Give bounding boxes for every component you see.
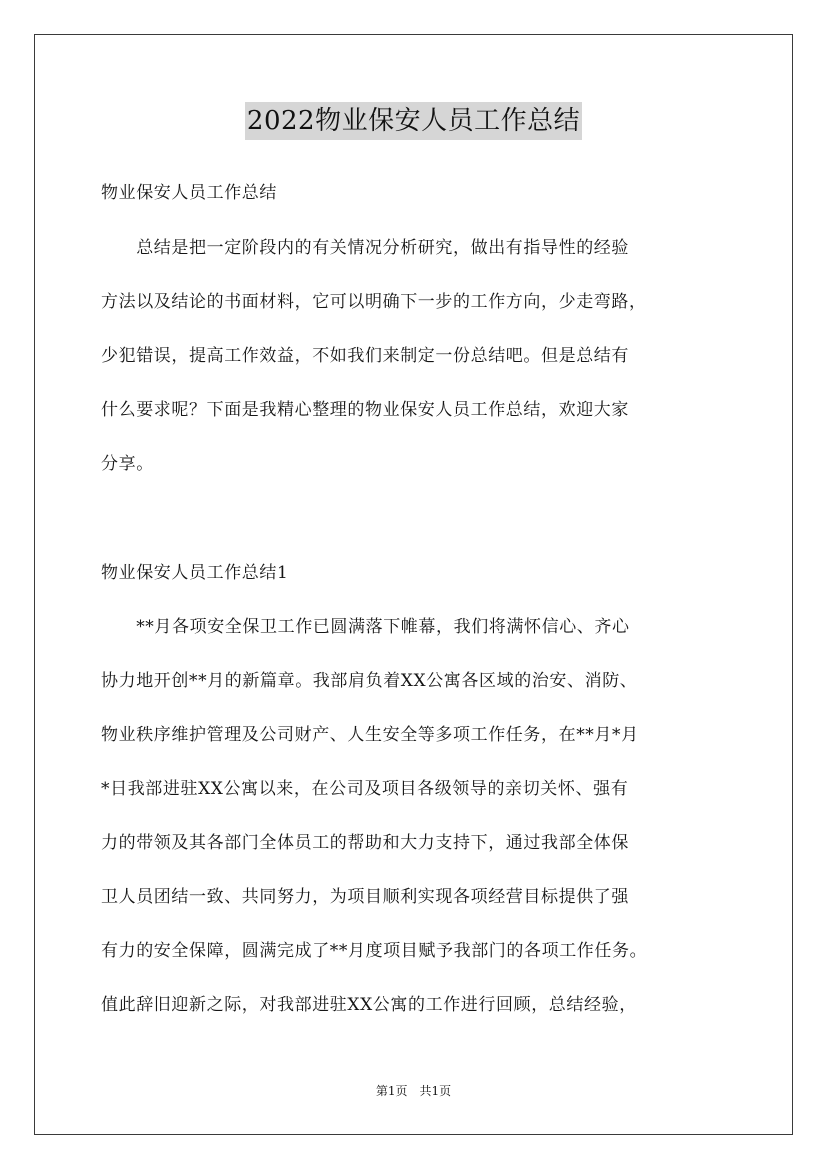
document-title: 2022物业保安人员工作总结 [245,102,582,140]
body-line: 值此辞旧迎新之际，对我部进驻XX公寓的工作进行回顾，总结经验， [101,995,637,1015]
document-subtitle: 物业保安人员工作总结 [101,183,277,203]
body-line: 协力地开创**月的新篇章。我部肩负着XX公寓各区域的治安、消防、 [101,671,638,691]
body-line: 力的带领及其各部门全体员工的帮助和大力支持下，通过我部全体保 [101,833,629,853]
intro-line: 总结是把一定阶段内的有关情况分析研究，做出有指导性的经验 [101,238,629,258]
section-heading: 物业保安人员工作总结1 [101,563,289,583]
body-line: *日我部进驻XX公寓以来，在公司及项目各级领导的亲切关怀、强有 [101,779,629,799]
body-line: **月各项安全保卫工作已圆满落下帷幕，我们将满怀信心、齐心 [101,617,630,637]
page-footer: 第1页 共1页 [375,1084,452,1098]
body-line: 物业秩序维护管理及公司财产、人生安全等多项工作任务，在**月*月 [101,725,639,745]
intro-line: 什么要求呢？下面是我精心整理的物业保安人员工作总结，欢迎大家 [101,400,629,420]
body-line: 有力的安全保障，圆满完成了**月度项目赋予我部门的各项工作任务。 [101,941,648,961]
intro-line: 方法以及结论的书面材料，它可以明确下一步的工作方向，少走弯路， [101,292,647,312]
title-container [0,102,827,140]
body-line: 卫人员团结一致、共同努力，为项目顺利实现各项经营目标提供了强 [101,887,629,907]
intro-line: 分享。 [101,454,154,474]
intro-line: 少犯错误，提高工作效益，不如我们来制定一份总结吧。但是总结有 [101,346,629,366]
